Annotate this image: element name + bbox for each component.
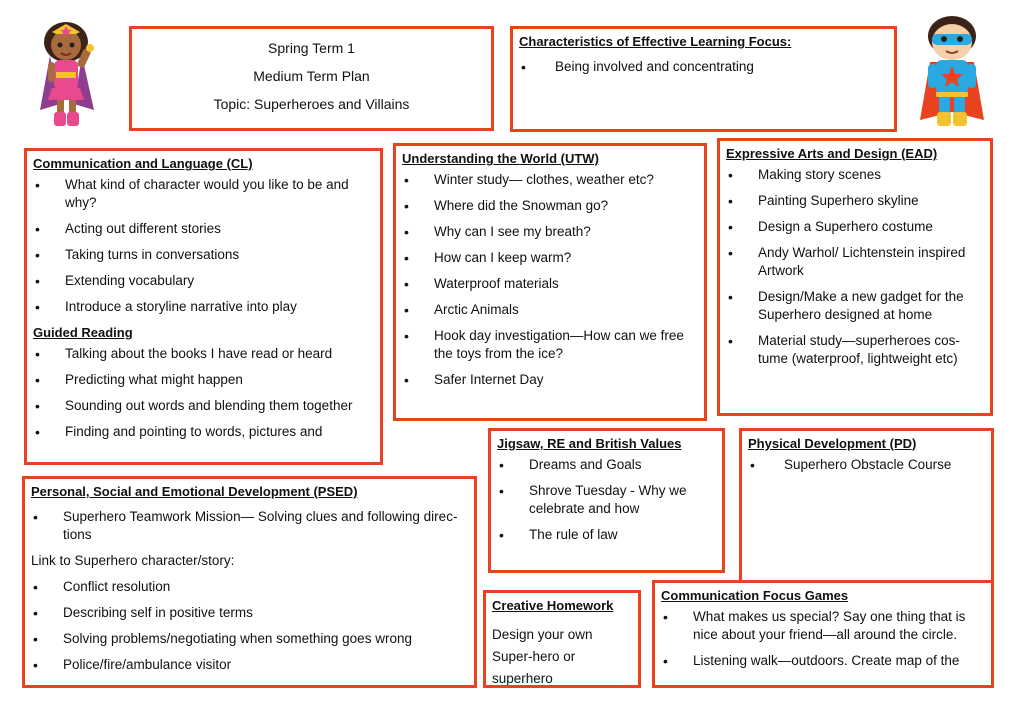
list-item: • Winter study— clothes, weather etc? xyxy=(402,171,698,189)
boy-superhero-icon xyxy=(916,12,988,132)
list-item: • Dreams and Goals xyxy=(497,456,716,474)
pd-heading: Physical Development (PD) xyxy=(748,436,917,451)
topic-title: Topic: Superheroes and Villains xyxy=(213,96,410,112)
list-item: • Describing self in positive terms xyxy=(31,604,468,622)
ead-heading: Expressive Arts and Design (EAD) xyxy=(726,146,938,161)
list-item: • Listening walk—outdoors. Create map of the xyxy=(661,652,985,670)
list-item: • Introduce a storyline narrative into play xyxy=(33,298,374,316)
list-item: • Painting Superhero skyline xyxy=(726,192,984,210)
utw-heading: Understanding the World (UTW) xyxy=(402,151,599,166)
ead-box xyxy=(717,138,993,416)
jigsaw-box xyxy=(488,428,725,573)
pd-box xyxy=(739,428,994,600)
list-item: • Solving problems/negotiating when something goes wrong xyxy=(31,630,468,648)
list-item: • Waterproof materials xyxy=(402,275,698,293)
psed-box xyxy=(22,476,477,688)
cfg-box xyxy=(652,580,994,688)
guided-reading-heading: Guided Reading xyxy=(33,325,133,340)
list-item: • Predicting what might happen xyxy=(33,371,374,389)
homework-heading: Creative Homework xyxy=(492,598,614,613)
girl-superhero-icon xyxy=(32,18,104,130)
jigsaw-heading: Jigsaw, RE and British Values xyxy=(497,436,682,451)
list-item: • Conflict resolution xyxy=(31,578,468,596)
list-item: • Sounding out words and blending them together xyxy=(33,397,374,415)
cl-heading: Communication and Language (CL) xyxy=(33,156,253,171)
homework-text: Design your own Super-hero or superhero xyxy=(492,627,593,686)
list-item: • Why can I see my breath? xyxy=(402,223,698,241)
list-item: • Acting out different stories xyxy=(33,220,374,238)
list-item: • Material study—superheroes cos-tume (waterproof, lightweight etc) xyxy=(726,332,984,368)
list-item: • Making story scenes xyxy=(726,166,984,184)
list-item: • Andy Warhol/ Lichtenstein inspired Artwork xyxy=(726,244,984,280)
list-item: • Shrove Tuesday - Why we celebrate and how xyxy=(497,482,716,518)
list-item: • Superhero Teamwork Mission— Solving clues and following direc-tions xyxy=(31,508,468,544)
list-item: • Where did the Snowman go? xyxy=(402,197,698,215)
cl-box xyxy=(24,148,383,465)
list-item: • What makes us special? Say one thing that is nice about your friend—all around the circle. xyxy=(661,608,985,644)
celf-heading: Characteristics of Effective Learning Focus: xyxy=(519,34,792,49)
plan-title: Medium Term Plan xyxy=(253,68,370,84)
list-item: • Safer Internet Day xyxy=(402,371,698,389)
list-item: • What kind of character would you like to be and why? xyxy=(33,176,374,212)
list-item: • Arctic Animals xyxy=(402,301,698,319)
list-item: • Design a Superhero costume xyxy=(726,218,984,236)
utw-box xyxy=(393,143,707,421)
list-item: • Finding and pointing to words, pictures and xyxy=(33,423,374,441)
psed-link-text: Link to Superhero character/story: xyxy=(31,553,235,568)
cfg-heading: Communication Focus Games xyxy=(661,588,849,603)
list-item: • The rule of law xyxy=(497,526,716,544)
term-title: Spring Term 1 xyxy=(268,40,355,56)
list-item: • Extending vocabulary xyxy=(33,272,374,290)
list-item: • Design/Make a new gadget for the Superhero designed at home xyxy=(726,288,984,324)
homework-box xyxy=(483,590,641,688)
celf-box xyxy=(510,26,897,132)
list-item: • Being involved and concentrating xyxy=(519,58,888,76)
list-item: • Taking turns in conversations xyxy=(33,246,374,264)
list-item: • How can I keep warm? xyxy=(402,249,698,267)
list-item: • Hook day investigation—How can we free the toys from the ice? xyxy=(402,327,698,363)
list-item: • Police/fire/ambulance visitor xyxy=(31,656,468,674)
list-item: • Superhero Obstacle Course xyxy=(748,456,985,474)
title-box xyxy=(129,26,494,131)
psed-heading: Personal, Social and Emotional Development (PSED) xyxy=(31,484,358,499)
list-item: • Talking about the books I have read or heard xyxy=(33,345,374,363)
